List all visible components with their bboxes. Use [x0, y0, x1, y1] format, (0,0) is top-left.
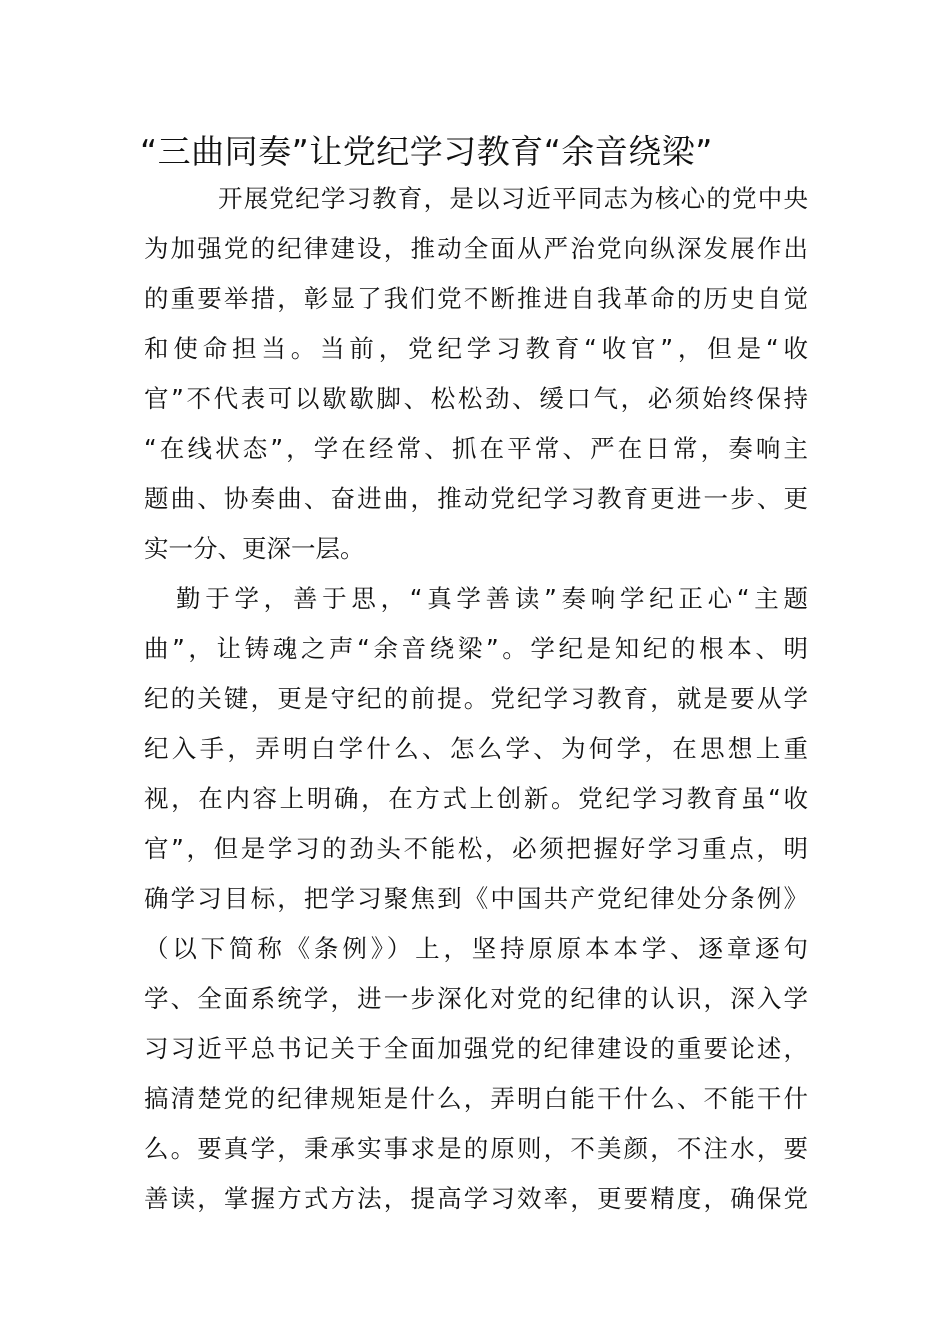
paragraph-line: 纪的关键，更是守纪的前提。党纪学习教育，就是要从学 — [144, 684, 808, 713]
paragraph-line: 么。要真学，秉承实事求是的原则，不美颜，不注水，要 — [144, 1134, 808, 1163]
paragraph-line: 和使命担当。当前，党纪学习教育“收官”，但是“收 — [144, 334, 808, 363]
document-title: “三曲同奏”让党纪学习教育“余音绕梁” — [140, 132, 713, 171]
paragraph-line: “在线状态”，学在经常、抓在平常、严在日常，奏响主 — [144, 434, 808, 463]
paragraph-line: 善读，掌握方式方法，提高学习效率，更要精度，确保党 — [144, 1184, 808, 1213]
paragraph-line: 官”不代表可以歇歇脚、松松劲、缓口气，必须始终保持 — [144, 384, 808, 413]
paragraph-line: 勤于学，善于思，“真学善读”奏响学纪正心“主题 — [176, 584, 808, 613]
paragraph-line: 为加强党的纪律建设，推动全面从严治党向纵深发展作出 — [144, 234, 808, 263]
paragraph-line: 确学习目标，把学习聚焦到《中国共产党纪律处分条例》 — [144, 884, 808, 913]
paragraph-line: 开展党纪学习教育，是以习近平同志为核心的党中央 — [218, 184, 808, 213]
paragraph-line: （以下简称《条例》）上，坚持原原本本学、逐章逐句 — [144, 934, 808, 963]
paragraph-line: 的重要举措，彰显了我们党不断推进自我革命的历史自觉 — [144, 284, 808, 313]
paragraph-line: 曲”，让铸魂之声“余音绕梁”。学纪是知纪的根本、明 — [144, 634, 808, 663]
document-body — [144, 174, 808, 1224]
paragraph-line: 搞清楚党的纪律规矩是什么，弄明白能干什么、不能干什 — [144, 1084, 808, 1113]
paragraph-line: 官”，但是学习的劲头不能松，必须把握好学习重点，明 — [144, 834, 808, 863]
paragraph-line: 实一分、更深一层。 — [144, 534, 365, 563]
paragraph-line: 题曲、协奏曲、奋进曲，推动党纪学习教育更进一步、更 — [144, 484, 808, 513]
paragraph-line: 纪入手，弄明白学什么、怎么学、为何学，在思想上重 — [144, 734, 808, 763]
paragraph-line: 学、全面系统学，进一步深化对党的纪律的认识，深入学 — [144, 984, 808, 1013]
paragraph-line: 视，在内容上明确，在方式上创新。党纪学习教育虽“收 — [144, 784, 808, 813]
paragraph-line: 习习近平总书记关于全面加强党的纪律建设的重要论述， — [144, 1034, 808, 1063]
